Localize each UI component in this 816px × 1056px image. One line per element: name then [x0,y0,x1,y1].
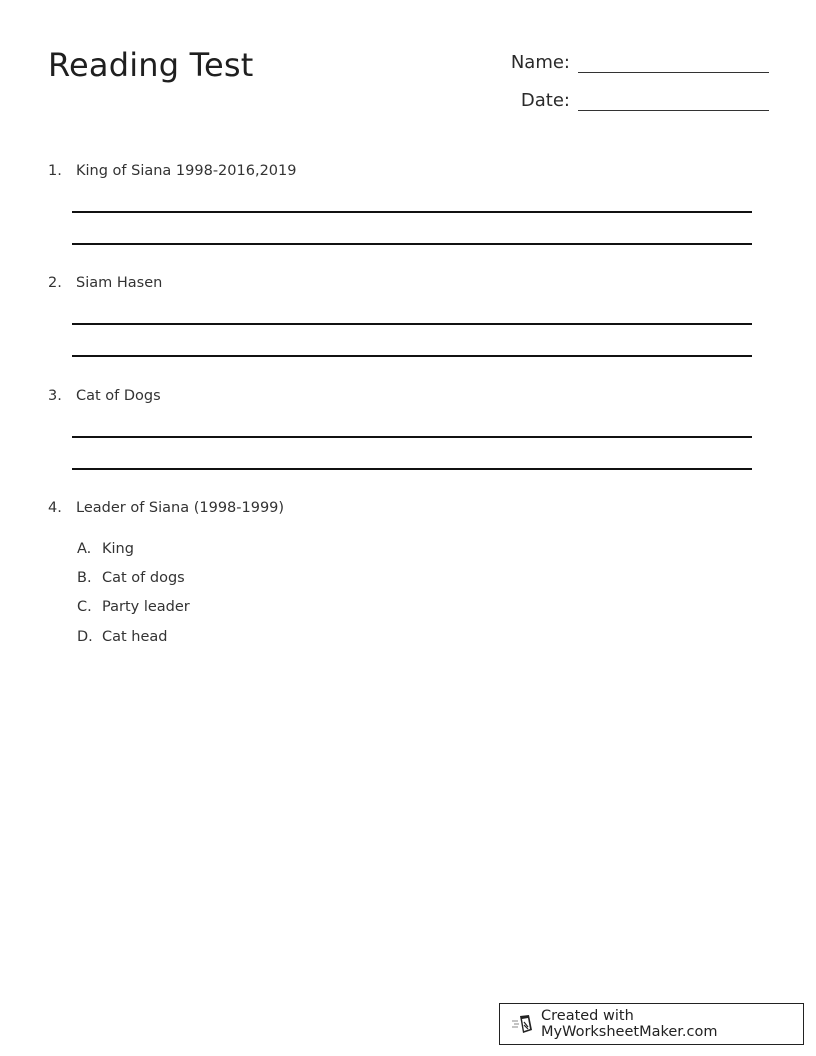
page-title: Reading Test [48,46,254,84]
answer-line[interactable] [72,355,752,357]
question-4 [48,500,284,516]
option-letter: C. [77,599,92,615]
name-line[interactable] [578,54,769,73]
option-d[interactable] [77,629,168,645]
option-letter: D. [77,629,93,645]
date-label: Date: [520,90,570,111]
option-text: Cat of dogs [102,570,185,586]
footer-badge[interactable] [499,1003,804,1045]
answer-line[interactable] [72,211,752,213]
worksheet-logo-icon [512,1013,534,1035]
date-line[interactable] [578,92,769,111]
option-b[interactable] [77,570,185,586]
question-3 [48,388,161,404]
question-text: Leader of Siana (1998-1999) [76,500,285,516]
option-a[interactable] [77,541,134,557]
question-text: Cat of Dogs [76,388,161,404]
name-field [500,52,769,73]
question-1 [48,163,296,179]
option-text: Party leader [102,599,190,615]
question-number: 4. [48,500,62,516]
date-field [500,90,769,111]
name-label: Name: [510,52,570,73]
question-number: 3. [48,388,62,404]
question-number: 1. [48,163,62,179]
answer-line[interactable] [72,243,752,245]
option-letter: B. [77,570,92,586]
option-text: Cat head [102,629,168,645]
question-text: Siam Hasen [76,275,163,291]
question-text: King of Siana 1998-2016,2019 [76,163,297,179]
answer-line[interactable] [72,323,752,325]
answer-line[interactable] [72,436,752,438]
option-c[interactable] [77,599,190,615]
question-number: 2. [48,275,62,291]
option-text: King [102,541,134,557]
footer-text: Created with MyWorksheetMaker.com [541,1008,718,1040]
option-letter: A. [77,541,92,557]
answer-line[interactable] [72,468,752,470]
question-2 [48,275,162,291]
